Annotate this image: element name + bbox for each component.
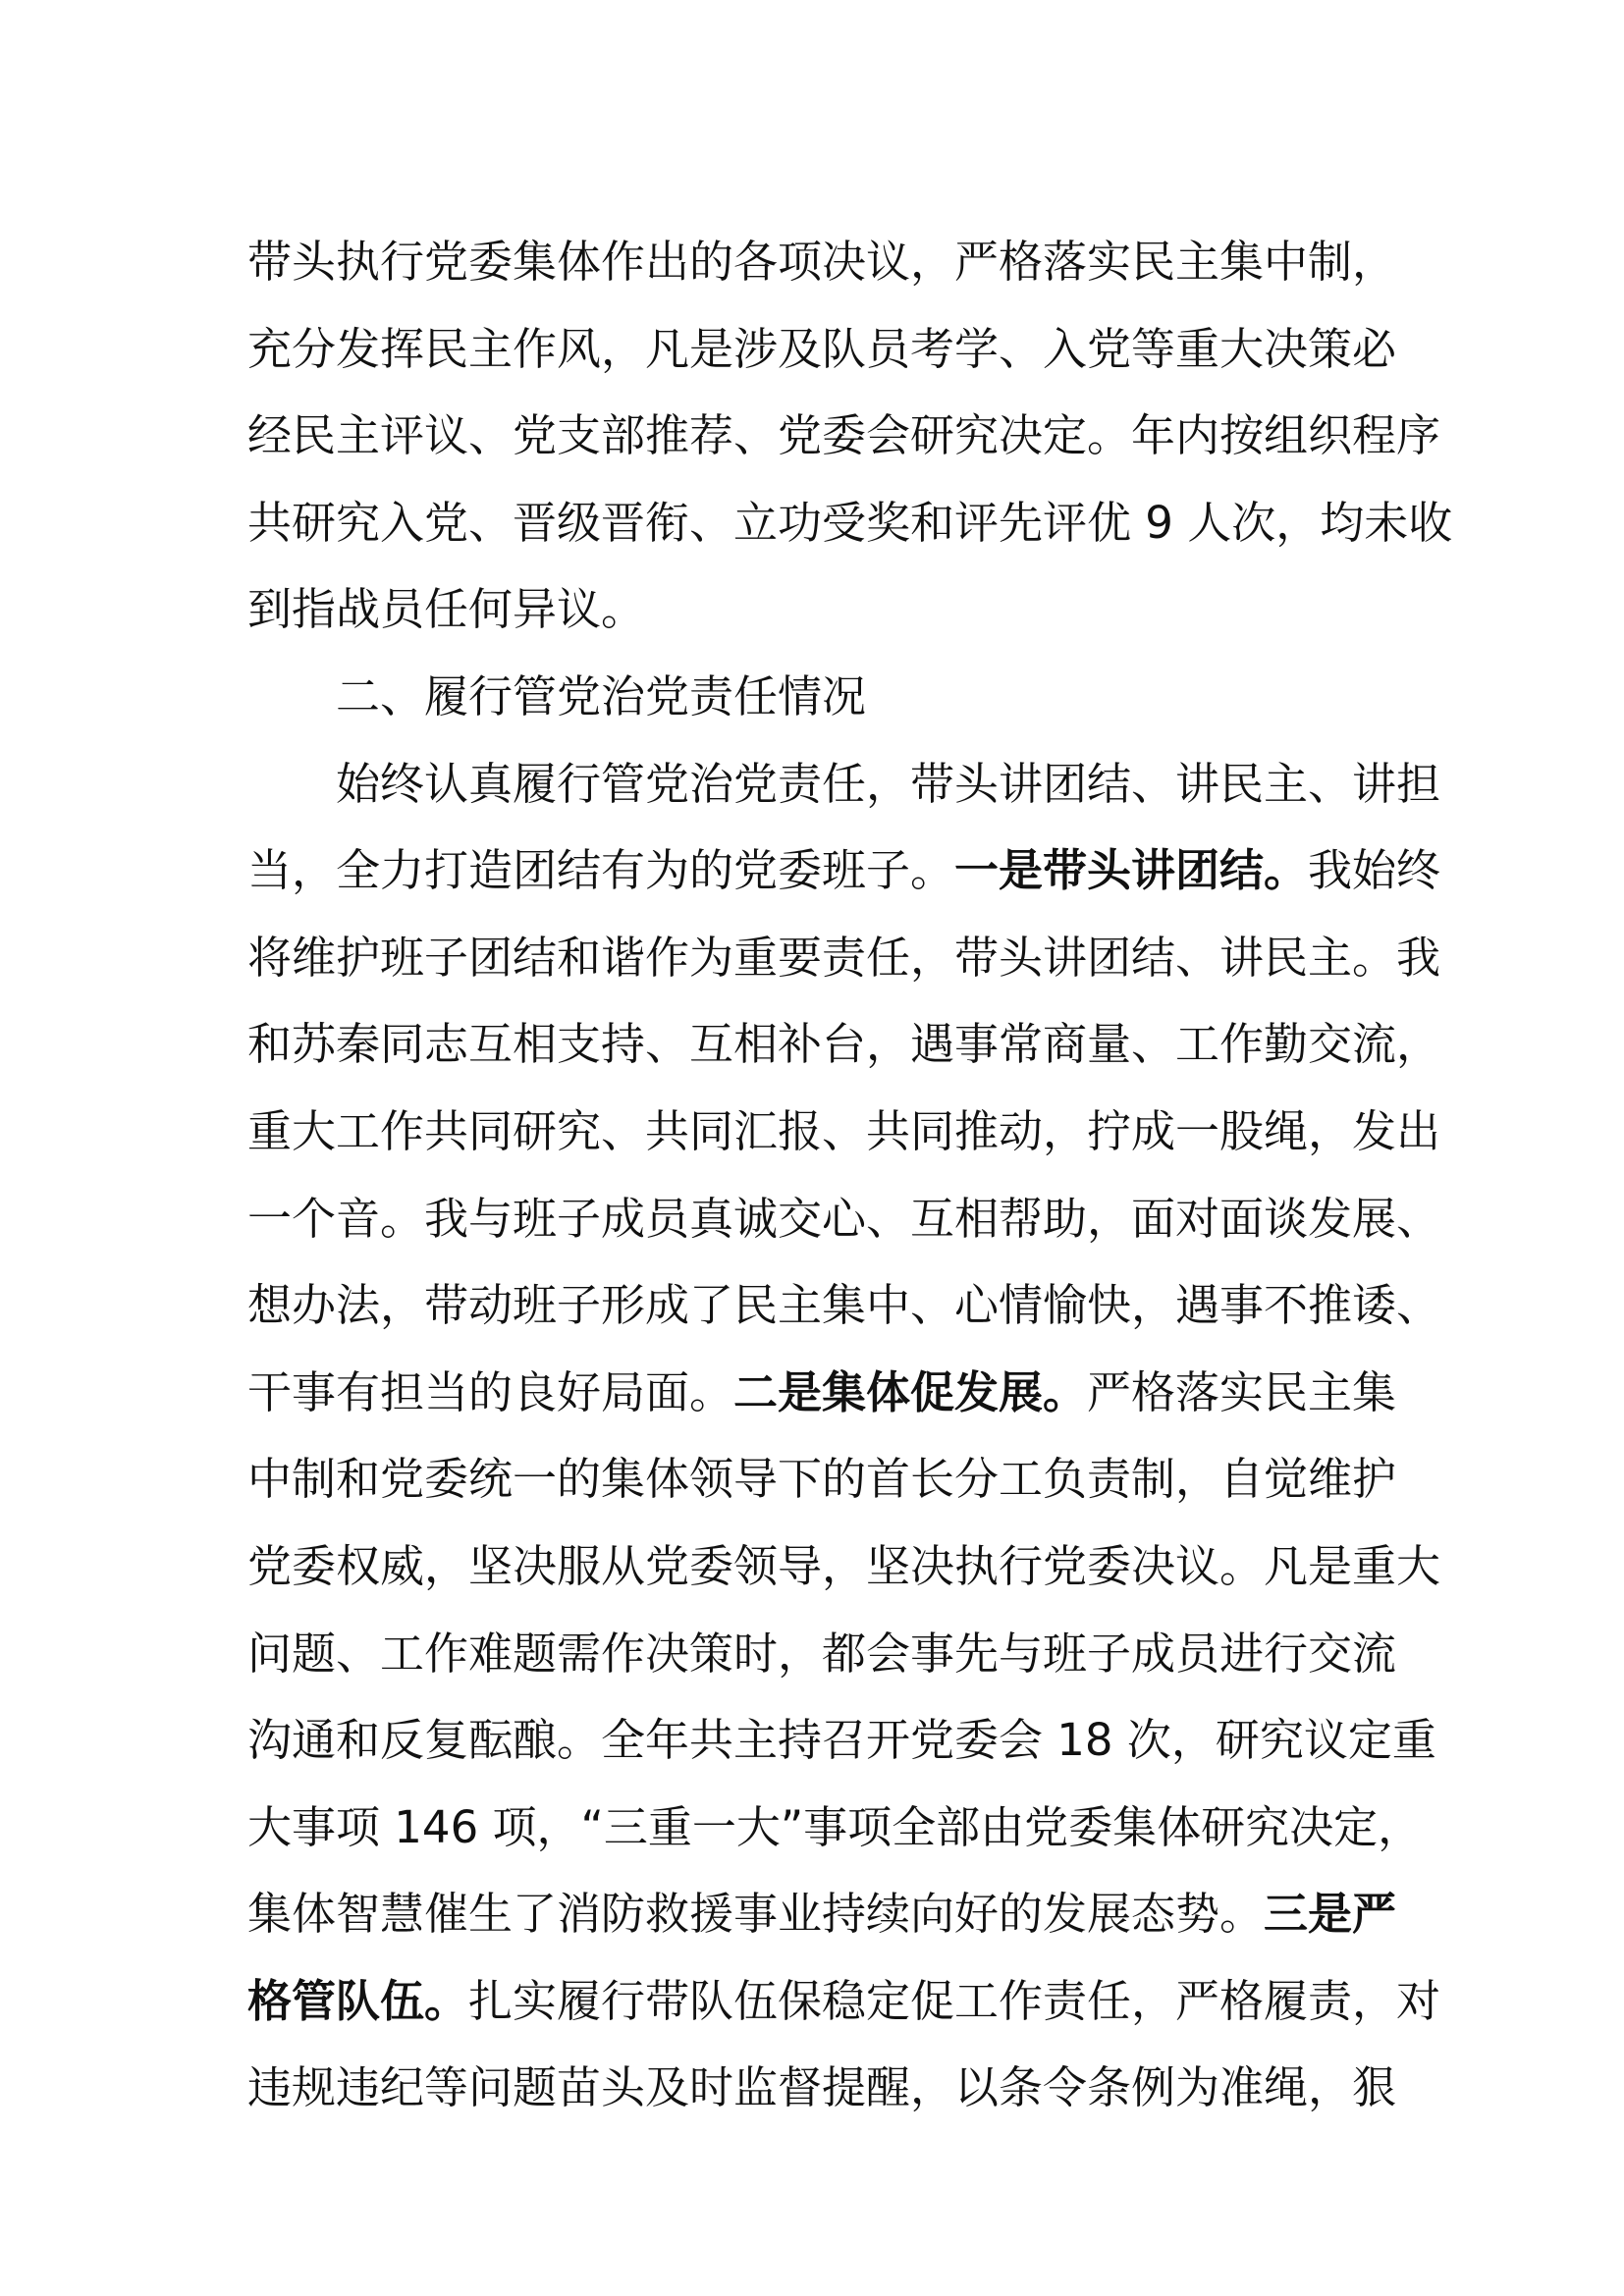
paragraph-line: 共研究入党、晋级晋衔、立功受奖和评先评优 9 人次，均未收 xyxy=(247,496,1453,549)
paragraph-line: 经民主评议、党支部推荐、党委会研究决定。年内按组织程序 xyxy=(247,409,1441,462)
paragraph-line: 党委权威，坚决服从党委领导，坚决执行党委决议。凡是重大 xyxy=(247,1539,1441,1592)
paragraph-line: 中制和党委统一的集体领导下的首长分工负责制，自觉维护 xyxy=(247,1453,1397,1506)
paragraph-line xyxy=(247,1958,1441,2046)
paragraph-line: 将维护班子团结和谐作为重要责任，带头讲团结、讲民主。我 xyxy=(247,931,1441,984)
bold-point-heading: 三是严 xyxy=(1264,1888,1397,1941)
paragraph-line xyxy=(247,1871,1396,1958)
paragraph-line: 和苏秦同志互相支持、互相补台，遇事常商量、工作勤交流， xyxy=(247,1018,1441,1071)
section-heading: 二、履行管党治党责任情况 xyxy=(336,669,867,722)
paragraph-line: 问题、工作难题需作决策时，都会事先与班子成员进行交流 xyxy=(247,1627,1397,1680)
paragraph-line: 始终认真履行管党治党责任，带头讲团结、讲民主、讲担 xyxy=(336,757,1441,810)
paragraph-line: 沟通和反复酝酿。全年共主持召开党委会 18 次，研究议定重 xyxy=(247,1714,1436,1767)
text-run: 严格落实民主集 xyxy=(1087,1365,1397,1418)
paragraph-line: 充分发挥民主作风，凡是涉及队员考学、入党等重大决策必 xyxy=(247,322,1397,375)
text-run: 我始终 xyxy=(1308,844,1441,897)
text-run: 干事有担当的良好局面。 xyxy=(247,1365,734,1418)
paragraph-line: 带头执行党委集体作出的各项决议，严格落实民主集中制， xyxy=(247,236,1397,288)
document-body xyxy=(247,219,1453,2132)
paragraph-line: 重大工作共同研究、共同汇报、共同推动，拧成一股绳，发出 xyxy=(247,1104,1441,1157)
text-run: 扎实履行带队伍保稳定促工作责任，严格履责，对 xyxy=(468,1974,1441,2027)
text-run: 集体智慧催生了消防救援事业持续向好的发展态势。 xyxy=(247,1888,1265,1941)
paragraph-line: 想办法，带动班子形成了民主集中、心情愉快，遇事不推诿、 xyxy=(247,1279,1441,1332)
text-run: 当，全力打造团结有为的党委班子。 xyxy=(247,844,955,897)
paragraph-line xyxy=(247,1350,1396,1437)
paragraph-line xyxy=(247,828,1441,915)
paragraph-line: 大事项 146 项，“三重一大”事项全部由党委集体研究决定， xyxy=(247,1800,1423,1853)
bold-point-heading: 一是带头讲团结。 xyxy=(954,844,1309,897)
paragraph-line: 一个音。我与班子成员真诚交心、互相帮助，面对面谈发展、 xyxy=(247,1192,1441,1245)
paragraph-line: 到指战员任何异议。 xyxy=(247,583,646,636)
bold-point-heading: 格管队伍。 xyxy=(247,1974,469,2027)
bold-point-heading: 二是集体促发展。 xyxy=(733,1365,1088,1418)
paragraph-line: 违规违纪等问题苗头及时监督提醒，以条令条例为准绳，狠 xyxy=(247,2061,1397,2114)
